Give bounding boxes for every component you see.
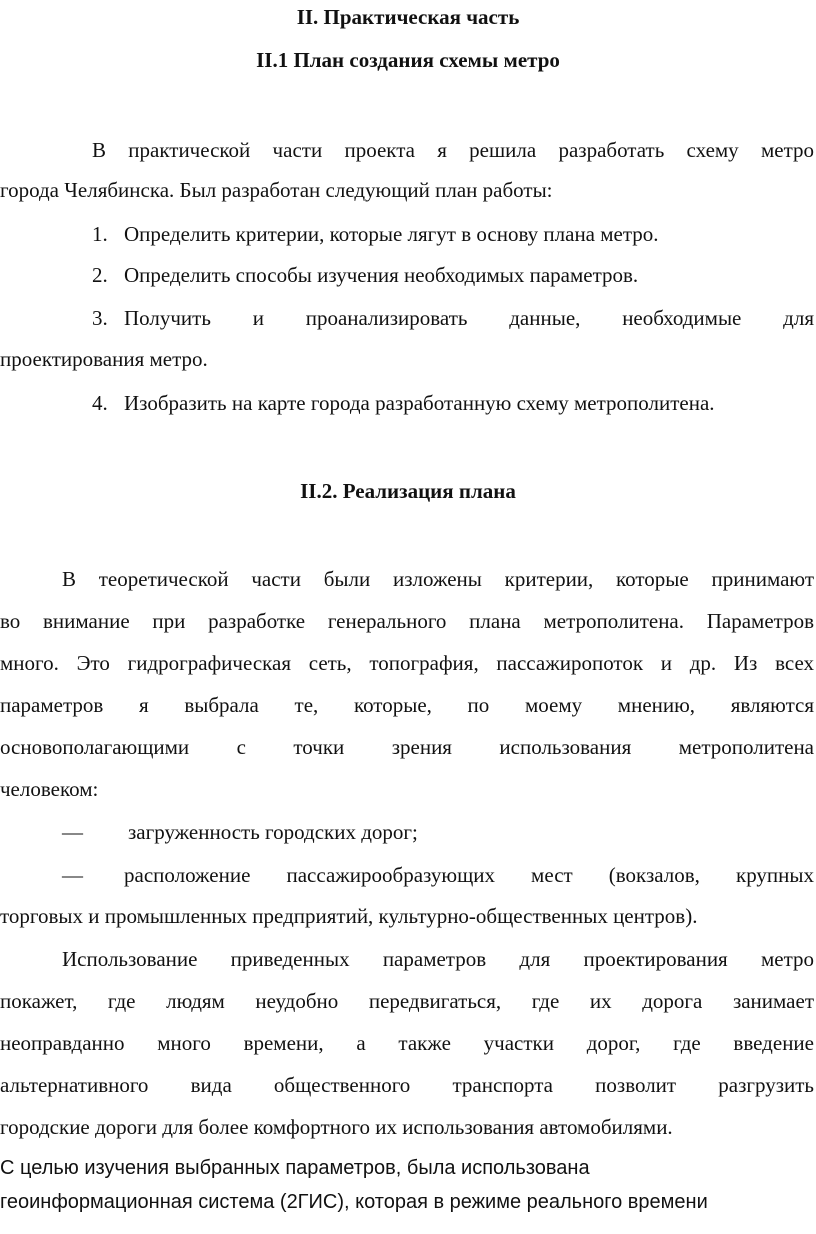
- paragraph-line: городские дороги для более комфортного их использования автомобилями.: [0, 1115, 673, 1139]
- subsection-title-plan: II.1 План создания схемы метро: [256, 48, 560, 72]
- section-title: II. Практическая часть: [296, 5, 520, 29]
- paragraph-line: альтернативного вида общественного транспорта позволит разгрузить: [0, 1073, 814, 1097]
- plan-item-number: 3.: [92, 306, 108, 330]
- bullet-text: загруженность городских дорог;: [128, 820, 418, 844]
- plan-item-number: 1.: [92, 222, 108, 246]
- paragraph-line: В теоретической части были изложены критерии, которые принимают: [62, 567, 814, 591]
- plan-item-text: Получить и проанализировать данные, необходимые для: [124, 306, 814, 330]
- paragraph-line: С целью изучения выбранных параметров, была использована: [0, 1157, 590, 1179]
- paragraph-line: геоинформационная система (2ГИС), которая в режиме реального времени: [0, 1191, 708, 1213]
- subsection-title-implementation: II.2. Реализация плана: [300, 479, 516, 503]
- plan-item-text: Определить критерии, которые лягут в основу плана метро.: [124, 222, 659, 246]
- paragraph-line: во внимание при разработке генерального плана метрополитена. Параметров: [0, 609, 814, 633]
- plan-item-continuation: проектирования метро.: [0, 347, 208, 371]
- paragraph-line: покажет, где людям неудобно передвигаться, где их дорога занимает: [0, 989, 814, 1013]
- plan-item-number: 2.: [92, 263, 108, 287]
- plan-item-number: 4.: [92, 391, 108, 415]
- paragraph-line: человеком:: [0, 777, 99, 801]
- paragraph-line: Использование приведенных параметров для проектирования метро: [62, 947, 814, 971]
- plan-item-text: Определить способы изучения необходимых параметров.: [124, 263, 639, 287]
- dash-marker: —: [62, 863, 83, 887]
- intro-line-2: города Челябинска. Был разработан следующий план работы:: [0, 178, 553, 202]
- paragraph-line: неоправданно много времени, а также участки дорог, где введение: [0, 1031, 814, 1055]
- intro-line-1: В практической части проекта я решила разработать схему метро: [92, 138, 814, 162]
- paragraph-line: основополагающими с точки зрения использования метрополитена: [0, 735, 814, 759]
- plan-item-text: Изобразить на карте города разработанную схему метрополитена.: [124, 391, 715, 415]
- paragraph-line: параметров я выбрала те, которые, по моему мнению, являются: [0, 693, 814, 717]
- paragraph-line: много. Это гидрографическая сеть, топография, пассажиропоток и др. Из всех: [0, 651, 814, 675]
- dash-marker: —: [62, 820, 83, 844]
- bullet-continuation: торговых и промышленных предприятий, культурно-общественных центров).: [0, 904, 698, 928]
- bullet-text: расположение пассажирообразующих мест (вокзалов, крупных: [124, 863, 814, 887]
